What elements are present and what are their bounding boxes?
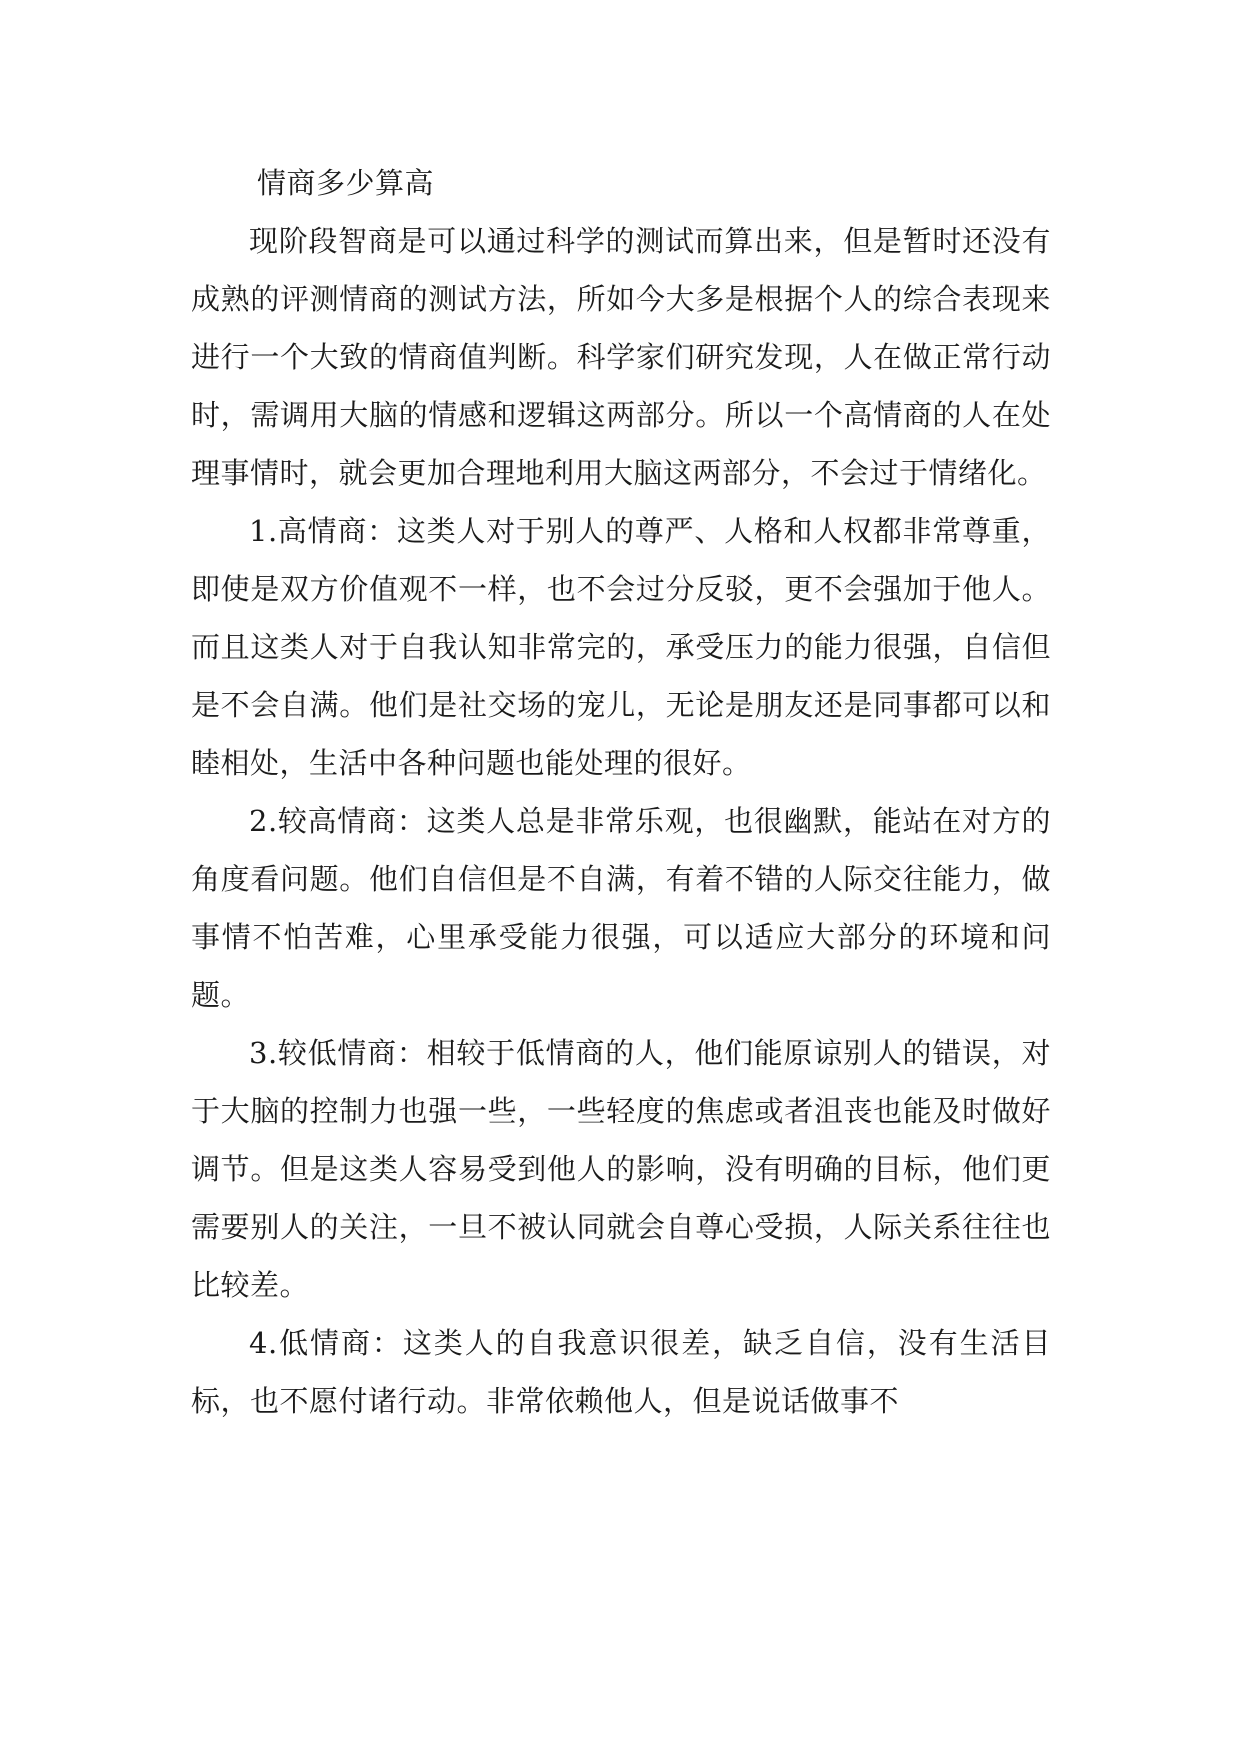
paragraph-high-eq: 1.高情商：这类人对于别人的尊严、人格和人权都非常尊重，即使是双方价值观不一样，也不会过分反驳，更不会强加于他人。而且这类人对于自我认知非常完的，承受压力的能力很强，自信但是不会自满。他们是社交场的宠儿，无论是朋友还是同事都可以和睦相处，生活中各种问题也能处理的很好。 [191, 514, 1051, 780]
paragraph-low-eq: 4.低情商：这类人的自我意识很差，缺乏自信，没有生活目标，也不愿付诸行动。非常依赖他人，但是说话做事不 [191, 1326, 1051, 1418]
paragraph-fairly-high-eq: 2.较高情商：这类人总是非常乐观，也很幽默，能站在对方的角度看问题。他们自信但是不自满，有着不错的人际交往能力，做事情不怕苦难，心里承受能力很强，可以适应大部分的环境和问题。 [191, 804, 1051, 1012]
paragraph-fairly-low-eq: 3.较低情商：相较于低情商的人，他们能原谅别人的错误，对于大脑的控制力也强一些，一些轻度的焦虑或者沮丧也能及时做好调节。但是这类人容易受到他人的影响，没有明确的目标，他们更需要别人的关注，一旦不被认同就会自尊心受损，人际关系往往也比较差。 [191, 1036, 1051, 1302]
document-body [191, 154, 1051, 1430]
document-title: 情商多少算高 [257, 166, 435, 200]
paragraph-intro: 现阶段智商是可以通过科学的测试而算出来，但是暂时还没有成熟的评测情商的测试方法，所如今大多是根据个人的综合表现来进行一个大致的情商值判断。科学家们研究发现，人在做正常行动时，需调用大脑的情感和逻辑这两部分。所以一个高情商的人在处理事情时，就会更加合理地利用大脑这两部分，不会过于情绪化。 [191, 224, 1051, 490]
